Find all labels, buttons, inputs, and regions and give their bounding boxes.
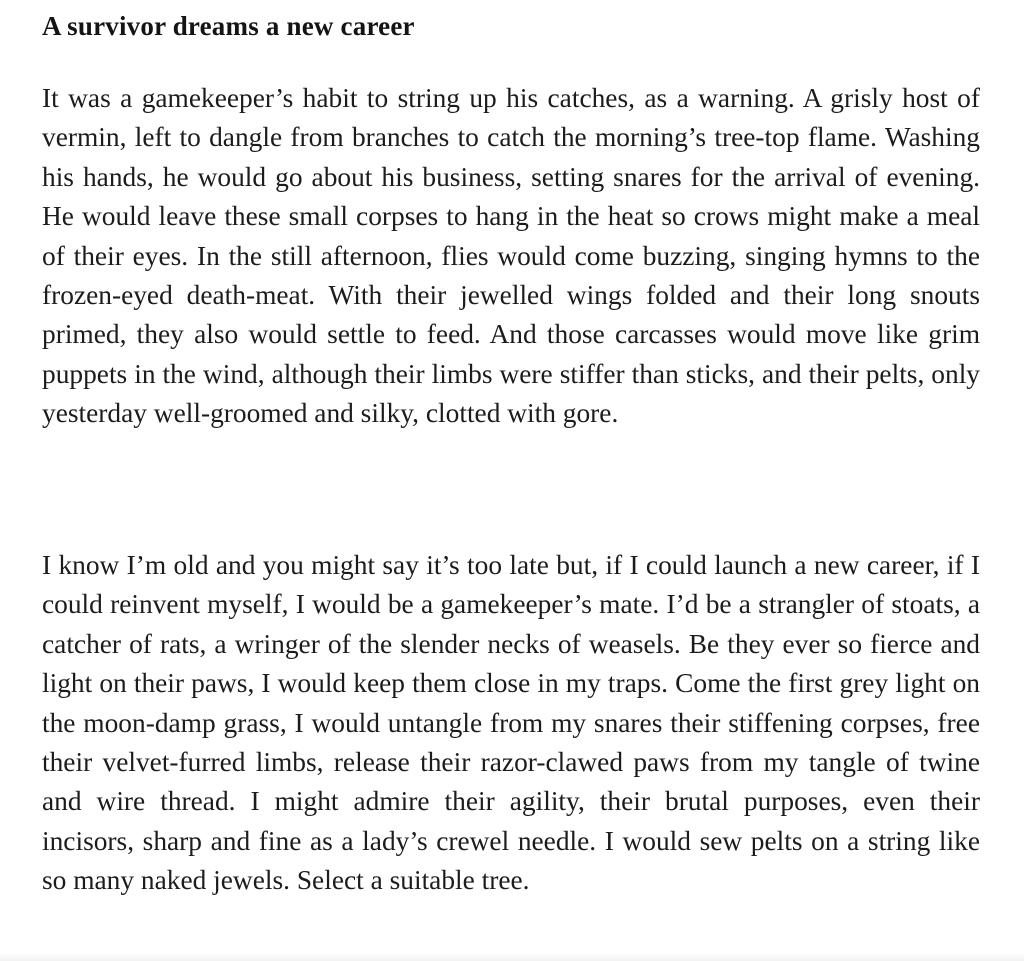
- article-paragraph-1: It was a gamekeeper’s habit to string up his catches, as a warning. A grisly host of vermin, left to dangle from branches to catch the morning’s tree-top flame. Washing his hands, he would go about his business, setting snares for the arrival of evening. He would leave these small corpses to hang in the heat so crows might make a meal of their eyes. In the still afternoon, flies would come buzzing, singing hymns to the frozen-eyed death-meat. With their jewelled wings folded and their long snouts primed, they also would settle to feed. And those carcasses would move like grim puppets in the wind, although their limbs were stiffer than sticks, and their pelts, only yesterday well-groomed and silky, clotted with gore.: [42, 83, 980, 429]
- article-paragraph-2: I know I’m old and you might say it’s too late but, if I could launch a new career, if I could reinvent myself, I would be a gamekeeper’s mate. I’d be a strangler of stoats, a catcher of rats, a wringer of the slender necks of weasels. Be they ever so fierce and light on their paws, I would keep them close in my traps. Come the first grey light on the moon-damp grass, I would untangle from my snares their stiffening corpses, free their velvet-furred limbs, release their razor-clawed paws from my tangle of twine and wire thread. I might admire their agility, their brutal purposes, even their incisors, sharp and fine as a lady’s crewel needle. I would sew pelts on a string like so many naked jewels. Select a suitable tree.: [42, 550, 980, 896]
- page-bottom-edge: [0, 953, 1024, 961]
- article-title: A survivor dreams a new career: [42, 11, 415, 41]
